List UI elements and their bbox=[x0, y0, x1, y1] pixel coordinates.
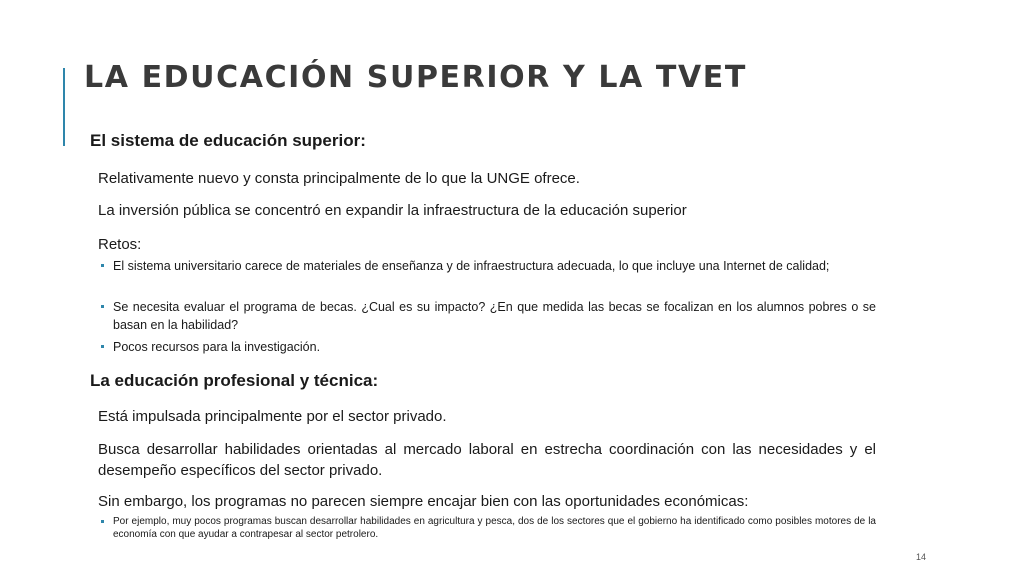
page-number: 14 bbox=[916, 552, 927, 562]
list-item-text: El sistema universitario carece de materiales de enseñanza y de infraestructura adecuada, lo que incluye una Internet de calidad; bbox=[113, 259, 830, 273]
paragraph: Está impulsada principalmente por el sector privado. bbox=[98, 408, 447, 425]
list-item bbox=[100, 515, 876, 541]
paragraph: Sin embargo, los programas no parecen siempre encajar bien con las oportunidades económicas: bbox=[98, 493, 749, 510]
bullet-icon bbox=[101, 264, 104, 267]
paragraph: Relativamente nuevo y consta principalmente de lo que la UNGE ofrece. bbox=[98, 170, 580, 187]
section-heading-vocational-education: La educación profesional y técnica: bbox=[90, 371, 379, 390]
list-item-text: Pocos recursos para la investigación. bbox=[113, 340, 321, 354]
slide-title: LA EDUCACIÓN SUPERIOR Y LA TVET bbox=[84, 60, 747, 95]
bullet-icon bbox=[101, 345, 104, 348]
list-item bbox=[100, 257, 876, 275]
bullet-icon bbox=[101, 520, 104, 523]
title-accent-bar bbox=[63, 68, 65, 146]
list-item-text: Por ejemplo, muy pocos programas buscan desarrollar habilidades en agricultura y pesca, dos de los sectores que el gobierno ha identificado como posibles motores de la economía con que ayudar a contrapesar al sector petrolero. bbox=[113, 516, 876, 540]
list-item bbox=[100, 338, 876, 356]
section-heading-higher-education: El sistema de educación superior: bbox=[90, 131, 366, 150]
list-item bbox=[100, 298, 876, 334]
retos-label: Retos: bbox=[98, 236, 142, 253]
paragraph: Busca desarrollar habilidades orientadas al mercado laboral en estrecha coordinación con las necesidades y el desempeño específicos del sector privado. bbox=[98, 441, 876, 479]
list-item-text: Se necesita evaluar el programa de becas. ¿Cual es su impacto? ¿En que medida las becas se focalizan en los alumnos pobres o se basan en la habilidad? bbox=[113, 300, 876, 332]
paragraph: La inversión pública se concentró en expandir la infraestructura de la educación superior bbox=[98, 202, 687, 219]
bullet-icon bbox=[101, 305, 104, 308]
